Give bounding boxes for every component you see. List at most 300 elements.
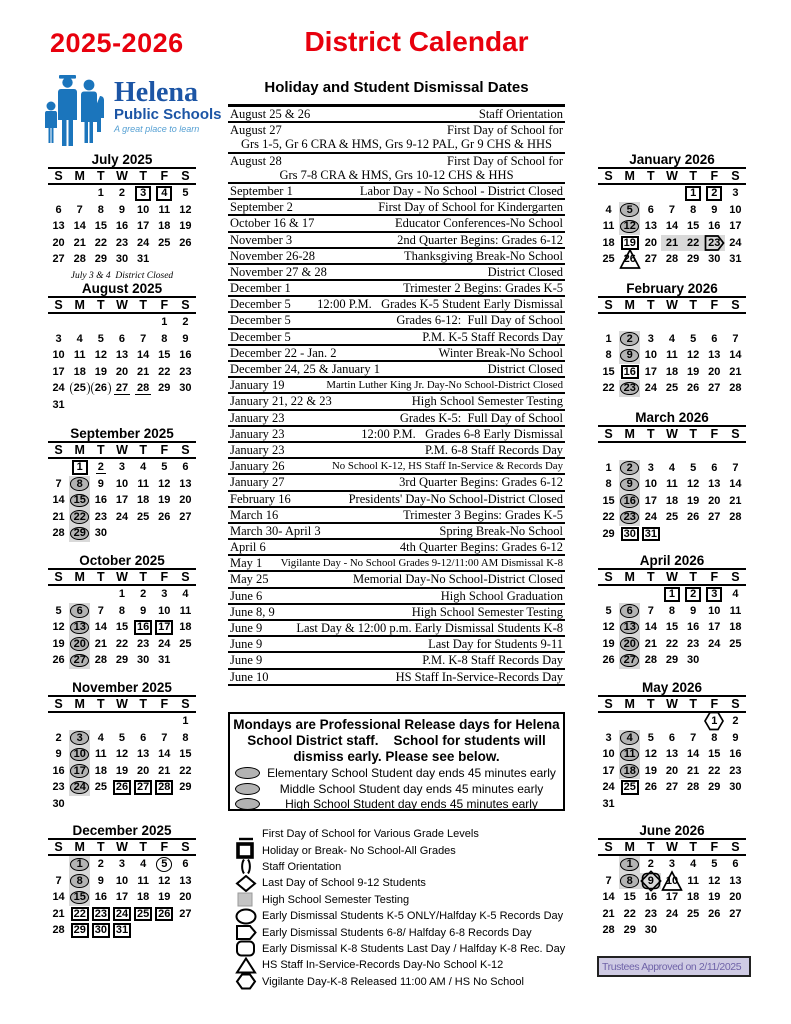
calendar-day: 25 (602, 253, 615, 266)
notice-item-label: High School Student day ends 45 minutes early (285, 797, 538, 812)
legend-item (230, 826, 575, 842)
calendar-day: 2 (683, 586, 704, 603)
calendar-day: 29 (602, 527, 615, 540)
gray-oval-icon (235, 798, 260, 810)
calendar-week (598, 526, 746, 543)
calendar-day: 13 (52, 220, 65, 233)
day-header: W (116, 169, 128, 183)
legend-label: Vigilante Day-K-8 Released 11:00 AM / HS No School (262, 975, 524, 988)
calendar-day: 27 (52, 253, 65, 266)
calendar-day: 3 (55, 332, 62, 345)
calendar-day: 25 (137, 510, 150, 523)
calendar-day: 29 (158, 382, 171, 395)
calendar-day: 9 (118, 203, 126, 216)
event-description: Trimester 3 Begins: Grades K-5 (403, 507, 563, 522)
calendar-day (48, 459, 69, 476)
event-date: June 10 (230, 669, 269, 684)
calendar-day: 22 (623, 907, 636, 920)
calendar-day: 15 (708, 748, 721, 761)
calendar-day: 1 (661, 586, 682, 603)
day-header: F (160, 298, 169, 312)
calendar-day: 28 (73, 253, 86, 266)
calendar-day: 30 (708, 253, 721, 266)
calendar-day: 10 (115, 477, 129, 490)
calendar-day (704, 922, 725, 939)
calendar-day: 30 (137, 654, 150, 667)
calendar-day: 17 (115, 891, 129, 904)
calendar-day: 23 (115, 236, 129, 249)
calendar-day: 8 (690, 203, 697, 216)
day-header: F (710, 427, 719, 441)
calendar-day: 25 (729, 637, 742, 650)
calendar-day: 28 (52, 527, 65, 540)
calendar-day: 29 (623, 924, 636, 937)
calendar-day (90, 397, 111, 414)
calendar-week (48, 922, 196, 939)
calendar-day (661, 526, 682, 543)
calendar-day: 19 (115, 764, 129, 777)
calendar-day: 21 (52, 510, 65, 523)
event-date: January 26 (230, 459, 285, 474)
day-header: M (74, 169, 85, 183)
calendar-day: 11 (602, 220, 615, 233)
calendar-day: 31 (111, 922, 132, 939)
event-row (228, 154, 565, 184)
calendar-day (175, 652, 196, 669)
event-row (228, 540, 565, 556)
mini-calendar-january-2026 (598, 152, 746, 268)
day-header: W (666, 298, 678, 312)
pentagon-icon (230, 924, 262, 941)
brackets-icon (230, 858, 262, 875)
calendar-day: 28 (52, 924, 65, 937)
legend-item (230, 842, 575, 858)
calendar-day: 13 (69, 619, 90, 636)
calendar-day: 20 (179, 891, 192, 904)
event-row (228, 411, 565, 427)
calendar-day (133, 397, 154, 414)
calendar-day: 12 (644, 748, 657, 761)
event-description: Educator Conferences-No School (395, 216, 563, 231)
calendar-day (133, 713, 154, 730)
calendar-day: 19 (687, 494, 700, 507)
calendar-day: 5 (605, 604, 612, 617)
event-date: June 6 (230, 588, 263, 603)
calendar-day (725, 922, 746, 939)
calendar-day: 17 (52, 365, 65, 378)
calendar-day: 19 (708, 891, 721, 904)
calendar-day: 4 (97, 731, 104, 744)
calendar-day: 30 (644, 924, 657, 937)
calendar-day (48, 586, 69, 603)
event-row (228, 265, 565, 281)
calendar-day: 6 (619, 603, 640, 620)
calendar-day (725, 796, 746, 813)
calendar-day: 20 (137, 764, 150, 777)
calendar-day: 17 (644, 494, 657, 507)
calendar-day: 30 (619, 526, 640, 543)
legend-item (230, 957, 575, 973)
calendar-day: 4 (668, 332, 676, 345)
calendar-day: 8 (711, 731, 718, 744)
calendar-day: 5 (182, 187, 189, 200)
day-header: F (160, 169, 169, 183)
calendar-day: 7 (161, 731, 168, 744)
event-description: Winter Break-No School (438, 345, 563, 360)
calendar-day: 16 (94, 891, 107, 904)
calendar-day: 26 (111, 779, 132, 796)
calendar-day: 27 (644, 253, 657, 266)
calendar-day: 24 (115, 510, 129, 523)
calendar-day: 8 (182, 731, 189, 744)
calendar-day: 31 (158, 654, 171, 667)
event-date: December 5 (230, 329, 291, 344)
event-row (228, 200, 565, 216)
calendar-day (640, 314, 661, 331)
day-header: T (97, 298, 105, 312)
calendar-day: 3 (704, 586, 725, 603)
calendar-day (640, 185, 661, 202)
calendar-day: 2 (732, 715, 739, 728)
calendar-day: 7 (140, 332, 147, 345)
calendar-day (704, 526, 725, 543)
calendar-week (48, 347, 196, 364)
calendar-day: 13 (179, 477, 192, 490)
calendar-day (111, 525, 132, 542)
calendar-week (48, 763, 196, 780)
calendar-day: 3 (605, 731, 612, 744)
calendar-day: 2 (97, 858, 104, 871)
event-date: June 9 (230, 637, 263, 652)
page-title: District Calendar (304, 26, 529, 57)
event-row (228, 216, 565, 232)
calendar-day: 31 (729, 253, 742, 266)
calendar-day: 4 (690, 858, 697, 871)
logo-name: Helena (114, 77, 198, 108)
calendar-day: 6 (55, 203, 62, 216)
calendar-day: 8 (605, 478, 612, 491)
calendar-day: 11 (666, 349, 678, 362)
calendar-day: 3 (647, 461, 654, 474)
legend-label: Early Dismissal Students K-5 ONLY/Halfday K-5 Records Day (262, 910, 564, 923)
calendar-day (619, 443, 640, 460)
calendar-day: 26 (687, 511, 700, 524)
event-date: December 24, 25 & January 1 (230, 362, 380, 376)
calendar-day (704, 652, 725, 669)
day-header: T (647, 697, 655, 711)
calendar-day: 1 (704, 713, 725, 730)
notice-item (230, 797, 563, 813)
calendar-day: 18 (665, 494, 679, 507)
calendar-day: 3 (668, 858, 676, 871)
calendar-day: 23 (729, 764, 742, 777)
event-date: November 27 & 28 (230, 264, 327, 279)
day-header: F (710, 840, 719, 854)
calendar-week (48, 397, 196, 414)
event-description: Vigilante Day - No School Grades 9-12/11:00 AM Dismissal K-8 (280, 557, 563, 570)
calendar-day: 29 (115, 654, 129, 667)
legend-item (230, 892, 575, 908)
calendar-week (598, 364, 746, 381)
calendar-day: 30 (179, 382, 192, 395)
day-header: W (116, 697, 128, 711)
calendar-day: 5 (690, 332, 697, 345)
day-header: T (97, 570, 105, 584)
calendar-day: 14 (73, 220, 86, 233)
calendar-day (598, 586, 619, 603)
calendar-week (48, 380, 196, 397)
day-header: M (624, 570, 635, 584)
event-row (228, 249, 565, 265)
calendar-day: 16 (729, 748, 742, 761)
calendar-week (48, 889, 196, 906)
day-header: S (181, 570, 190, 584)
day-header: T (97, 169, 105, 183)
event-row (228, 107, 565, 123)
calendar-day (683, 796, 704, 813)
day-header: T (139, 443, 147, 457)
calendar-day: 7 (647, 604, 654, 617)
trustees-approved-badge: Trustees Approved on 2/11/2025 (597, 956, 751, 977)
calendar-week (48, 779, 196, 796)
event-description: Last Day & 12:00 p.m. Early Dismissal Students K-8 (296, 621, 563, 635)
calendar-day-headers (48, 695, 196, 713)
calendar-day: 13 (115, 349, 129, 362)
calendar-day: 9 (140, 604, 147, 617)
calendar-day: 3 (118, 461, 126, 474)
calendar-day (175, 525, 196, 542)
calendar-day: 3 (732, 187, 739, 200)
day-header: T (689, 298, 697, 312)
calendar-day: 4 (76, 332, 83, 345)
calendar-day: 15 (179, 748, 192, 761)
calendar-day: 13 (708, 349, 721, 362)
calendar-day: 21 (687, 764, 700, 777)
event-description: High School Semester Testing (411, 394, 563, 409)
calendar-day: 1 (605, 332, 612, 345)
calendar-day: 20 (69, 636, 90, 653)
calendar-week (598, 251, 746, 268)
calendar-day: 1 (619, 856, 640, 873)
calendar-day-headers (598, 568, 746, 586)
calendar-day: 19 (52, 637, 65, 650)
calendar-day: 14 (729, 349, 742, 362)
calendar-day: 10 (644, 478, 657, 491)
event-description: P.M. 6-8 Staff Records Day (425, 442, 563, 457)
calendar-day: 16 (619, 364, 640, 381)
calendar-month-title: January 2026 (629, 152, 715, 167)
day-header: S (54, 169, 63, 183)
calendar-day: 17 (729, 220, 742, 233)
calendar-day: 10 (708, 604, 721, 617)
calendar-day: 11 (73, 349, 86, 362)
calendar-day-headers (598, 425, 746, 443)
calendar-day: 14 (665, 220, 679, 233)
calendar-week (598, 586, 746, 603)
calendar-day: 23 (619, 509, 640, 526)
event-description: Last Day for Students 9-11 (428, 637, 563, 652)
calendar-week (598, 889, 746, 906)
calendar-month-title: August 2025 (81, 281, 163, 296)
calendar-week (48, 492, 196, 509)
day-header: M (74, 570, 85, 584)
calendar-month-title: December 2025 (72, 823, 172, 838)
event-row (228, 589, 565, 605)
calendar-day: 11 (666, 478, 678, 491)
calendar-day: 17 (665, 891, 679, 904)
calendar-day: 8 (69, 873, 90, 890)
gray-oval-icon (235, 767, 260, 779)
event-date: May 25 (230, 572, 269, 587)
day-header: T (647, 570, 655, 584)
monday-release-notice (228, 712, 565, 811)
calendar-day-headers (48, 167, 196, 185)
calendar-day: 21 (729, 365, 742, 378)
calendar-day: 29 (69, 922, 90, 939)
calendar-day: 2 (619, 331, 640, 348)
calendar-day: 21 (52, 907, 65, 920)
calendar-week (48, 652, 196, 669)
calendar-day: 1 (161, 316, 168, 329)
calendar-day: 30 (687, 654, 700, 667)
day-header: F (160, 697, 169, 711)
calendar-day: 10 (661, 873, 682, 890)
calendar-day: 24 (111, 906, 132, 923)
calendar-day: 2 (140, 588, 147, 601)
calendar-day: 14 (602, 891, 615, 904)
day-header: T (139, 840, 147, 854)
calendar-day: 26 (52, 654, 65, 667)
calendar-day (640, 713, 661, 730)
calendar-day: 14 (687, 748, 700, 761)
calendar-day: 1 (605, 461, 612, 474)
calendar-day: 2 (118, 187, 126, 200)
calendar-day: 16 (52, 764, 65, 777)
calendar-day (154, 922, 175, 939)
legend-item (230, 875, 575, 891)
calendar-week (48, 746, 196, 763)
calendar-day: 15 (602, 494, 615, 507)
calendar-day: 5 (97, 332, 104, 345)
calendar-day: 4 (732, 588, 739, 601)
calendar-day: 7 (732, 461, 739, 474)
calendar-day: 4 (182, 588, 189, 601)
day-header: W (666, 169, 678, 183)
day-header: M (624, 169, 635, 183)
calendar-day: 18 (602, 236, 615, 249)
event-row (228, 556, 565, 572)
calendar-day: 14 (158, 748, 171, 761)
calendar-day: 22 (179, 764, 192, 777)
calendar-day: 6 (182, 461, 189, 474)
calendar-day: 12 (158, 477, 171, 490)
calendar-day (175, 397, 196, 414)
calendar-day: 9 (732, 731, 739, 744)
calendar-day: 15 (687, 220, 700, 233)
calendar-day: 12 (687, 478, 700, 491)
calendar-day: 3 (69, 730, 90, 747)
calendar-day: 24 (137, 236, 150, 249)
calendar-day: 2 (619, 460, 640, 477)
mini-calendar-october-2025 (48, 553, 196, 669)
rounded-square-icon (230, 940, 262, 957)
calendar-day: 8 (118, 604, 126, 617)
calendar-week (598, 713, 746, 730)
calendar-day: 29 (179, 781, 192, 794)
calendar-day: 8 (69, 476, 90, 493)
calendar-month-title: October 2025 (79, 553, 165, 568)
day-header: S (604, 427, 613, 441)
calendar-week (598, 922, 746, 939)
calendar-day: 26 (687, 382, 700, 395)
calendar-day: 10 (602, 748, 615, 761)
calendar-week (48, 713, 196, 730)
calendar-day: 26 (179, 236, 192, 249)
calendar-day (725, 652, 746, 669)
calendar-day-headers (598, 167, 746, 185)
event-description: No School K-12, HS Staff In-Service & Records Day (332, 460, 563, 473)
calendar-day (48, 713, 69, 730)
calendar-day: 25 (619, 779, 640, 796)
calendar-day: 29 (687, 253, 700, 266)
calendar-day: 11 (158, 203, 171, 216)
calendar-day: 27 (115, 381, 129, 394)
calendar-day: 8 (97, 203, 104, 216)
holiday-square-icon (230, 842, 262, 859)
event-row (228, 297, 565, 313)
calendar-day: 8 (605, 349, 612, 362)
calendar-day: 12 (602, 621, 615, 634)
calendar-week (48, 459, 196, 476)
notice-line: dismiss early. Please see below. (293, 749, 500, 764)
calendar-day: 16 (619, 493, 640, 510)
calendar-day: 9 (619, 476, 640, 493)
calendar-month-title: February 2026 (626, 281, 718, 296)
calendar-day-headers (48, 441, 196, 459)
calendar-day: 6 (711, 461, 718, 474)
event-date: January 23 (230, 442, 285, 457)
legend-item (230, 941, 575, 957)
calendar-day: 10 (729, 203, 742, 216)
day-header: W (666, 570, 678, 584)
calendar-day: 10 (69, 746, 90, 763)
calendar-day (704, 314, 725, 331)
calendar-day: 14 (52, 891, 65, 904)
calendar-week (48, 906, 196, 923)
calendar-day: 2 (55, 731, 62, 744)
calendar-day: 22 (69, 509, 90, 526)
calendar-day: 5 (154, 856, 175, 873)
mini-calendar-february-2026 (598, 281, 746, 397)
event-date: December 22 - Jan. 2 (230, 345, 337, 360)
calendar-day: 16 (687, 621, 700, 634)
calendar-day: 15 (69, 889, 90, 906)
event-row (228, 653, 565, 669)
event-row (228, 233, 565, 249)
helena-logo (44, 70, 222, 155)
day-header: T (139, 169, 147, 183)
event-date: April 6 (230, 540, 266, 555)
calendar-day: 19 (158, 891, 171, 904)
calendar-day: 7 (76, 203, 83, 216)
calendar-day: 25 (687, 907, 700, 920)
calendar-day (154, 713, 175, 730)
day-header: W (116, 840, 128, 854)
calendar-day: 7 (55, 874, 62, 887)
calendar-day: 21 (94, 637, 107, 650)
calendar-week (48, 509, 196, 526)
day-header: S (604, 697, 613, 711)
